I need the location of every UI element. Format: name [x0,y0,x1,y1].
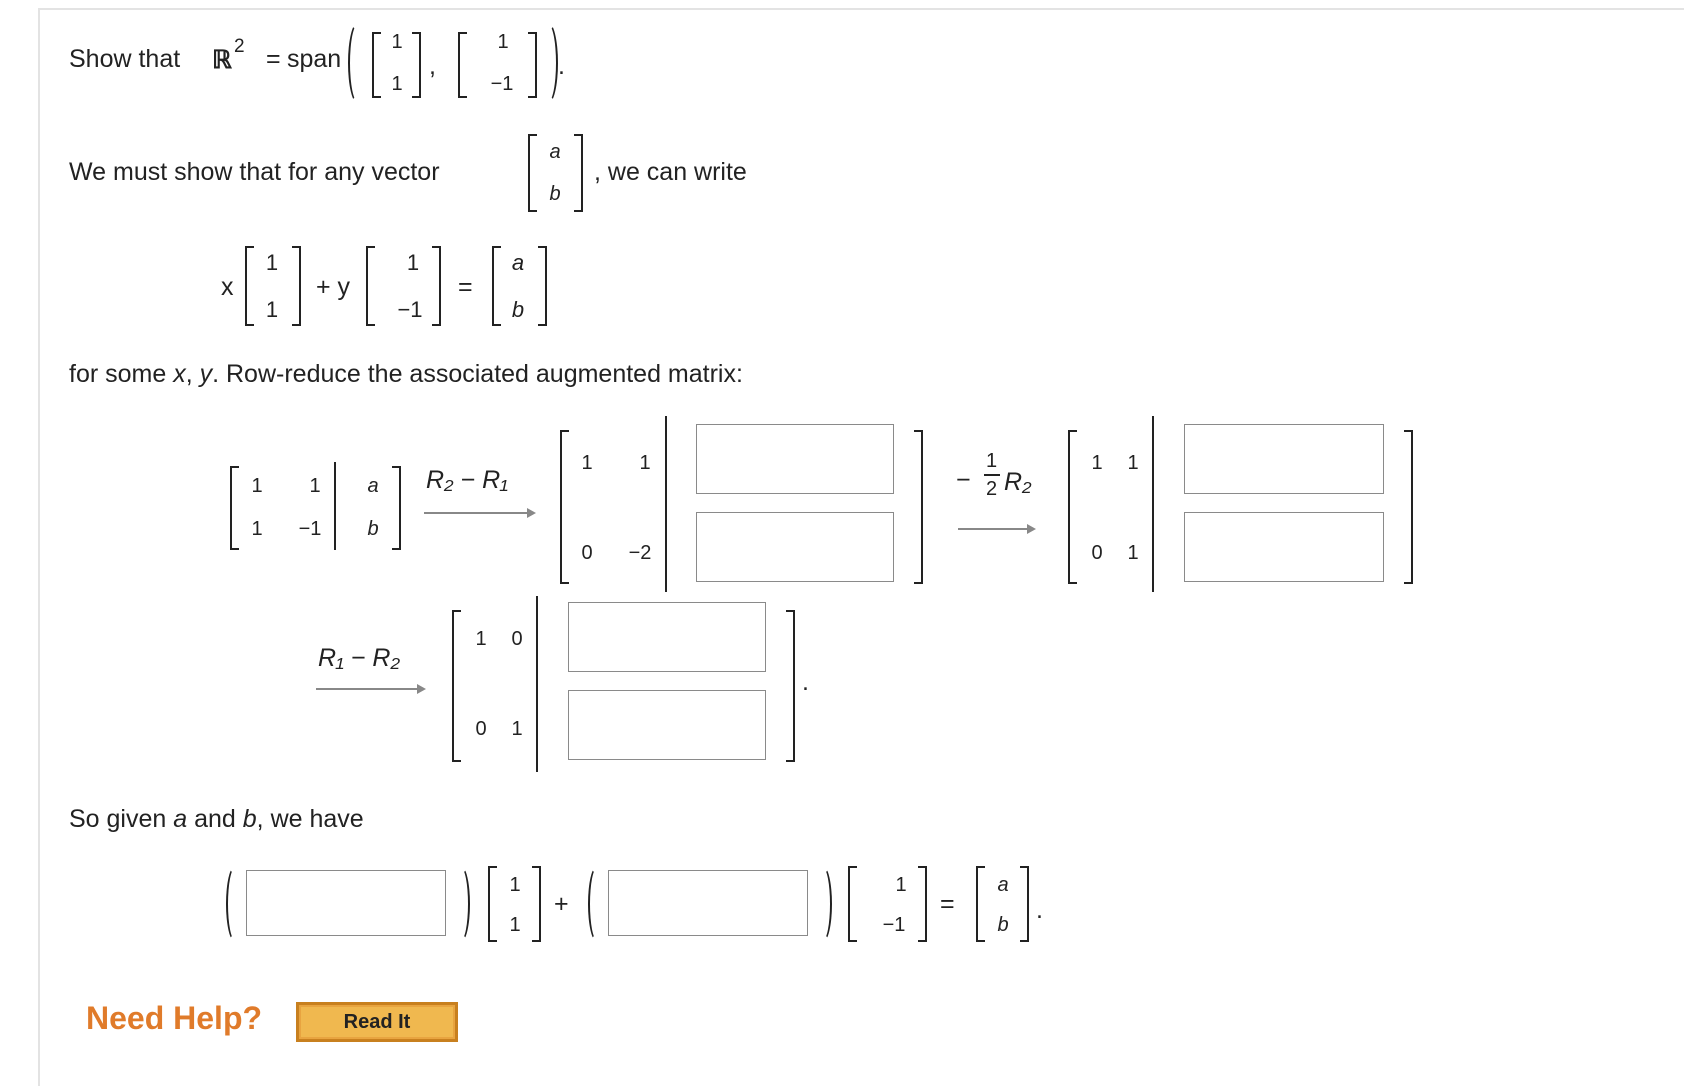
fraction-numerator: 1 [986,450,998,472]
var-a: a [173,805,188,833]
bracket-right [538,246,547,326]
span-v2-bottom: −1 [490,73,514,95]
bracket-left [452,610,461,762]
bracket-right [412,32,421,98]
cell: 0 [1091,542,1103,564]
augment-bar [334,462,336,550]
frhs-b: b [997,914,1009,936]
answer-box-final-row2[interactable] [568,690,766,760]
answer-box-step1-row2[interactable] [696,512,894,582]
statement-text: We must show that for any vector [69,158,440,186]
eq-v1-bottom: 1 [265,297,279,322]
statement-text-after: , we can write [594,158,747,186]
plus-y: + y [316,273,351,301]
text: , [185,360,200,388]
bracket-left [458,32,467,98]
cell: 1 [251,475,263,497]
eq-v1-top: 1 [265,250,279,275]
text: , we have [256,805,364,833]
bracket-right [528,32,537,98]
real-space-exponent: 2 [234,36,245,57]
bracket-left [976,866,985,942]
vector-b: b [549,183,561,205]
text: and [187,805,243,833]
operation-r2-minus-r1: R₂ − R₁ [426,466,509,494]
cell: −1 [298,518,322,540]
bracket-right [392,466,401,550]
answer-box-step2-row2[interactable] [1184,512,1384,582]
bracket-right [1404,430,1413,584]
bracket-left [492,246,501,326]
cell: 0 [475,718,487,740]
eq-rhs-a: a [511,250,525,275]
operation-r1-minus-r2: R₁ − R₂ [318,644,401,672]
span-close-paren [538,22,558,104]
text: for some [69,360,174,388]
bracket-right [786,610,795,762]
fraction-denominator: 2 [986,478,998,500]
cell: 1 [309,475,321,497]
answer-box-coef-y[interactable] [608,870,808,936]
equals-sign: = [940,890,955,918]
cell: 1 [1091,452,1103,474]
var-x: x [221,273,234,301]
span-word: span [287,45,342,73]
close-paren [814,866,832,942]
minus-sign: − [956,466,971,494]
bracket-left [1068,430,1077,584]
show-that-text: Show that [69,45,181,73]
row-reduce-instruction [69,360,743,389]
frhs-a: a [997,874,1009,896]
span-v1-bottom: 1 [391,73,403,95]
cell: b [367,518,379,540]
comma: , [429,52,436,80]
cell: −2 [628,542,652,564]
arrow-right-icon [424,512,534,514]
bracket-left [366,246,375,326]
need-help-label: Need Help? [86,1000,263,1036]
cell: 1 [251,518,263,540]
augment-bar [1152,416,1154,592]
augment-bar [665,416,667,592]
bracket-left [372,32,381,98]
fraction-bar [984,474,1000,476]
bracket-left [528,134,537,212]
span-v1-top: 1 [391,31,403,53]
vector-a: a [549,141,561,163]
open-paren [588,866,606,942]
answer-box-step2-row1[interactable] [1184,424,1384,494]
answer-box-coef-x[interactable] [246,870,446,936]
text: . Row-reduce the associated augmented matrix: [212,360,743,388]
fv1-bottom: 1 [509,914,521,936]
span-open-paren [348,22,368,104]
period: . [802,668,809,696]
period: . [1036,896,1043,924]
answer-box-step1-row1[interactable] [696,424,894,494]
row-label: R₂ [1004,468,1032,496]
cell: 0 [511,628,523,650]
period: . [558,52,565,80]
bracket-right [1020,866,1029,942]
arrow-right-icon [958,528,1034,530]
bracket-right [574,134,583,212]
bracket-left [488,866,497,942]
cell: 0 [581,542,593,564]
equals-sign: = [266,45,281,73]
fv1-top: 1 [509,874,521,896]
augment-bar [536,596,538,772]
span-v2-top: 1 [497,31,509,53]
cell: a [367,475,379,497]
bracket-left [245,246,254,326]
read-it-button[interactable]: Read It [296,1002,458,1042]
answer-box-final-row1[interactable] [568,602,766,672]
fv2-top: 1 [895,874,907,896]
bracket-right [432,246,441,326]
plus-sign: + [554,890,569,918]
bracket-right [914,430,923,584]
eq-v2-top: 1 [406,250,420,275]
conclusion-text [69,805,364,834]
real-space-symbol: ℝ [212,46,232,74]
var-y: y [199,360,213,388]
text: So given [69,805,174,833]
var-b: b [242,805,257,833]
cell: 1 [639,452,651,474]
cell: 1 [475,628,487,650]
cell: 1 [511,718,523,740]
bracket-right [532,866,541,942]
arrow-right-icon [316,688,424,690]
bracket-left [230,466,239,550]
bracket-right [292,246,301,326]
fv2-bottom: −1 [882,914,906,936]
equals-sign: = [458,273,473,301]
eq-rhs-b: b [511,297,525,322]
eq-v2-bottom: −1 [397,297,423,322]
bracket-left [560,430,569,584]
var-x: x [173,360,186,388]
close-paren [452,866,470,942]
cell: 1 [581,452,593,474]
bracket-right [918,866,927,942]
cell: 1 [1127,452,1139,474]
cell: 1 [1127,542,1139,564]
open-paren [226,866,244,942]
bracket-left [848,866,857,942]
